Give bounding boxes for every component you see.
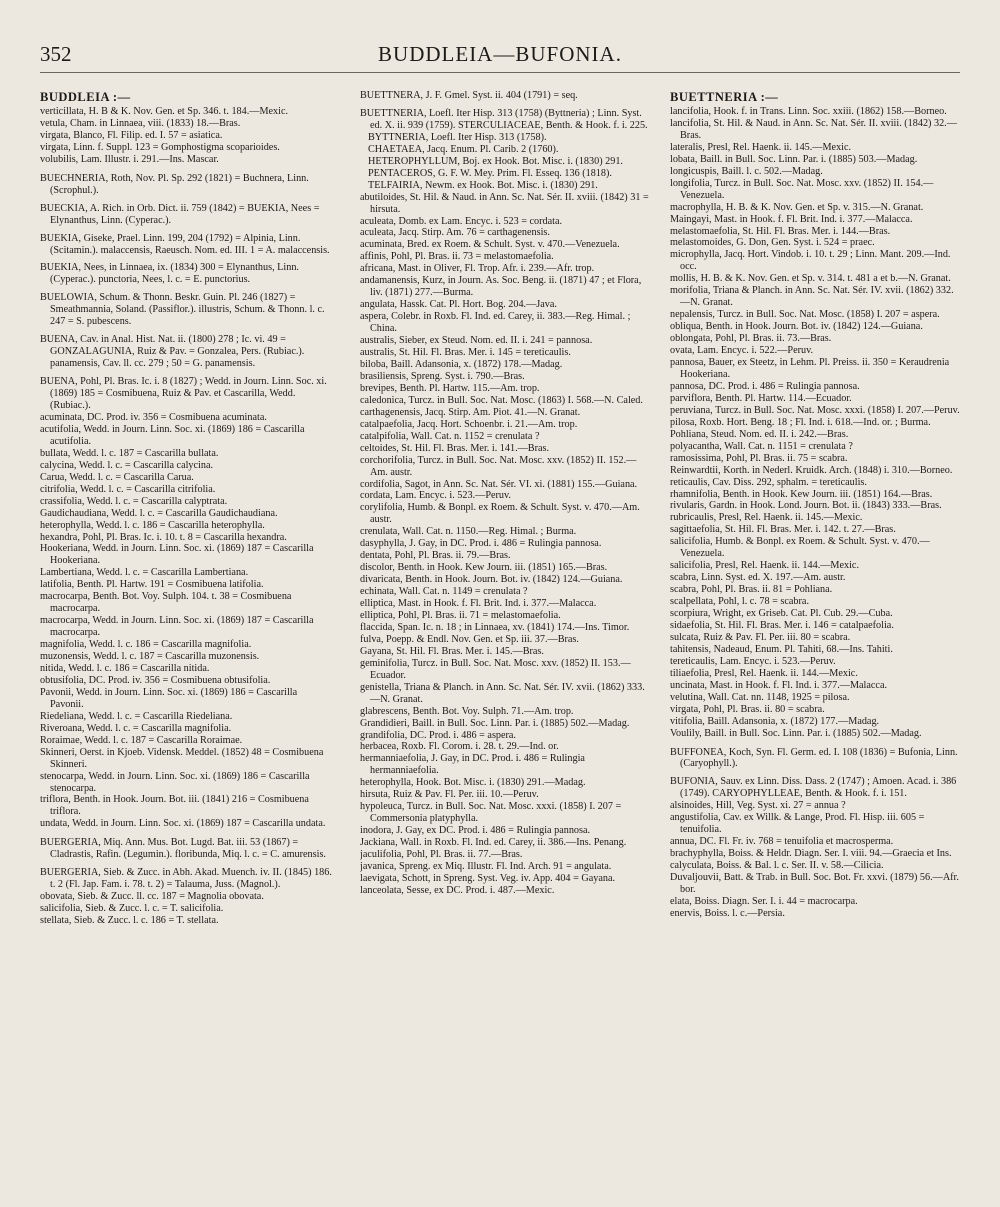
index-entry: muzonensis, Wedd. l. c. 187 = Cascarilla muzonensis. — [40, 651, 260, 663]
index-entry: affinis, Pohl, Pl. Bras. ii. 73 = melastomaefolia. — [360, 251, 554, 263]
index-entry: hypoleuca, Turcz. in Bull. Soc. Nat. Mosc. xxxi. (1858) I. 207 = Commersonia platyphylla. — [360, 801, 622, 825]
index-entry: salicifolia, Humb. & Bonpl. ex Roem. & Schult. Syst. v. 470.—Venezuela. — [670, 536, 930, 560]
index-entry: velutina, Wall. Cat. nn. 1148, 1925 = pilosa. — [670, 691, 850, 703]
index-entry: calycina, Wedd. l. c. = Cascarilla calycina. — [40, 459, 214, 471]
index-entry: glabrescens, Benth. Bot. Voy. Sulph. 71.—Am. trop. — [360, 705, 574, 717]
index-entry: angulata, Hassk. Cat. Pl. Hort. Bog. 204.—Java. — [360, 299, 557, 311]
index-entry: catalpaefolia, Jacq. Hort. Schoenbr. i. 21.—Am. trop. — [360, 418, 578, 430]
index-entry: Pavonii, Wedd. in Journ. Linn. Soc. xi. (1869) 186 = Cascarilla Pavonii. — [40, 686, 298, 710]
index-entry: longifolia, Turcz. in Bull. Soc. Nat. Mosc. xxv. (1852) II. 154.—Venezuela. — [670, 177, 934, 201]
index-entry: genistella, Triana & Planch. in Ann. Sc. Nat. Sér. IV. xvii. (1862) 333.—N. Granat. — [360, 681, 645, 705]
index-entry: nitida, Wedd. l. c. 186 = Cascarilla nitida. — [40, 662, 210, 674]
index-entry: enervis, Boiss. l. c.—Persia. — [670, 907, 785, 919]
index-entry: Grandidieri, Baill. in Bull. Soc. Linn. Par. i. (1885) 502.—Madag. — [360, 717, 630, 729]
index-entry: microphylla, Jacq. Hort. Vindob. i. 10. t. 29 ; Linn. Mant. 209.—Ind. occ. — [670, 249, 951, 273]
index-entry: elliptica, Pohl, Pl. Bras. ii. 71 = melastomaefolia. — [360, 609, 561, 621]
index-entry: mollis, H. B. & K. Nov. Gen. et Sp. v. 314. t. 481 a et b.—N. Granat. — [670, 273, 951, 285]
index-entry: corylifolia, Humb. & Bonpl. ex Roem. & Schult. Syst. v. 470.—Am. austr. — [360, 502, 640, 526]
index-entry: macrophylla, H. B. & K. Nov. Gen. et Sp. v. 315.—N. Granat. — [670, 201, 924, 213]
index-entry: Hookeriana, Wedd. in Journ. Linn. Soc. xi. (1869) 187 = Cascarilla Hookeriana. — [40, 543, 314, 567]
index-entry: inodora, J. Gay, ex DC. Prod. i. 486 = Rulingia pannosa. — [360, 825, 591, 837]
index-entry: BUETTNERA, J. F. Gmel. Syst. ii. 404 (1791) = seq. — [360, 90, 578, 101]
index-entry: BUFFONEA, Koch, Syn. Fl. Germ. ed. I. 108 (1836) = Bufonia, Linn. (Caryophyll.). — [670, 746, 958, 770]
index-entry: tiliaefolia, Presl, Rel. Haenk. ii. 144.—Mexic. — [670, 667, 858, 679]
column-right — [670, 90, 962, 1195]
index-entry: Skinneri, Oerst. in Kjoeb. Vidensk. Meddel. (1852) 48 = Cosmibuena Skinneri. — [40, 746, 324, 770]
index-entry: hirsuta, Ruiz & Pav. Fl. Per. iii. 10.—Peruv. — [360, 789, 539, 801]
index-entry: pannosa, DC. Prod. i. 486 = Rulingia pannosa. — [670, 380, 860, 392]
index-entry: virgata, Blanco, Fl. Filip. ed. I. 57 = asiatica. — [40, 129, 223, 141]
index-entry: bullata, Wedd. l. c. 187 = Cascarilla bullata. — [40, 447, 219, 459]
index-entry: sagittaefolia, St. Hil. Fl. Bras. Mer. i. 142. t. 27.—Bras. — [670, 524, 896, 536]
index-entry: pannosa, Bauer, ex Steetz, in Lehm. Pl. Preiss. ii. 350 = Keraudrenia Hookeriana. — [670, 357, 950, 380]
index-entry: aculeata, Domb. ex Lam. Encyc. i. 523 = cordata. — [360, 215, 563, 227]
index-entry: obliqua, Benth. in Hook. Journ. Bot. iv. (1842) 124.—Guiana. — [670, 321, 923, 333]
index-entry: HETEROPHYLLUM, Boj. ex Hook. Bot. Misc. i. (1830) 291. — [368, 155, 623, 167]
index-entry: tahitensis, Nadeaud, Enum. Pl. Tahiti, 68.—Ins. Tahiti. — [670, 643, 893, 655]
index-entry: rhamnifolia, Benth. in Hook. Kew Journ. iii. (1851) 164.—Bras. — [670, 488, 933, 500]
index-entry: calyculata, Boiss. & Bal. l. c. Ser. II. v. 58.—Cilicia. — [670, 860, 884, 872]
index-entry: BYTTNERIA, Loefl. Iter Hisp. 313 (1758). — [368, 131, 547, 143]
index-entry: rubricaulis, Presl, Rel. Haenk. ii. 145.—Mexic. — [670, 512, 863, 524]
index-entry: acuminata, Bred. ex Roem. & Schult. Syst. v. 470.—Venezuela. — [360, 239, 620, 251]
index-entry: morifolia, Triana & Planch. in Ann. Sc. Nat. Sér. IV. xvii. (1862) 332.—N. Granat. — [670, 285, 954, 309]
index-entry: discolor, Benth. in Hook. Kew Journ. iii. (1851) 165.—Bras. — [360, 562, 608, 574]
index-entry: Lambertiana, Wedd. l. c. = Cascarilla Lambertiana. — [40, 567, 249, 579]
index-entry: brasiliensis, Spreng. Syst. i. 790.—Bras. — [360, 370, 525, 382]
genus-heading: BUETTNERIA :— — [670, 90, 779, 104]
index-entry: oblongata, Pohl, Pl. Bras. ii. 73.—Bras. — [670, 333, 832, 345]
index-entry: Jackiana, Wall. in Roxb. Fl. Ind. ed. Carey, ii. 386.—Ins. Penang. — [360, 837, 627, 849]
index-entry: BUELOWIA, Schum. & Thonn. Beskr. Guin. Pl. 246 (1827) = Smeathmannia, Soland. (Passiflor.). illustris, Schum. & Thonn. l. c. 247 = S. pubescens. — [40, 292, 325, 328]
index-entry: reticaulis, Cav. Diss. 292, sphalm. = tereticaulis. — [670, 476, 867, 488]
index-entry: cordata, Lam. Encyc. i. 523.—Peruv. — [360, 490, 511, 502]
index-entry: Riveroana, Wedd. l. c. = Cascarilla magnifolia. — [40, 722, 232, 734]
index-entry: dasyphylla, J. Gay, in DC. Prod. i. 486 = Rulingia pannosa. — [360, 538, 602, 550]
index-entry: BUECHNERIA, Roth, Nov. Pl. Sp. 292 (1821) = Buchnera, Linn. (Scrophul.). — [40, 172, 309, 196]
index-entry: lobata, Baill. in Bull. Soc. Linn. Par. i. (1885) 503.—Madag. — [670, 153, 918, 165]
column-left — [40, 90, 332, 1195]
index-entry: brachyphylla, Boiss. & Heldr. Diagn. Ser. I. viii. 94.—Graecia et Ins. — [670, 848, 952, 860]
index-entry: sulcata, Ruiz & Pav. Fl. Per. iii. 80 = scabra. — [670, 631, 851, 643]
index-entry: citrifolia, Wedd. l. c. = Cascarilla citrifolia. — [40, 483, 216, 495]
index-entry: Duvaljouvii, Batt. & Trab. in Bull. Soc. Bot. Fr. xxvi. (1879) 56.—Afr. bor. — [670, 872, 959, 895]
index-entry: Carua, Wedd. l. c. = Cascarilla Carua. — [40, 471, 194, 483]
index-entry: TELFAIRIA, Newm. ex Hook. Bot. Misc. i. (1830) 291. — [368, 179, 598, 191]
index-entry: divaricata, Benth. in Hook. Journ. Bot. iv. (1842) 124.—Guiana. — [360, 574, 623, 586]
index-entry: Reinwardtii, Korth. in Nederl. Kruidk. Arch. (1848) i. 310.—Borneo. — [670, 464, 953, 476]
index-entry: BUERGERIA, Sieb. & Zucc. in Abh. Akad. Muench. iv. II. (1845) 186. t. 2 (Fl. Jap. Fam. i. 78. t. 2) = Talauma, Juss. (Magnol.). — [40, 867, 332, 891]
index-entry: hexandra, Pohl, Pl. Bras. Ic. i. 10. t. 8 = Cascarilla hexandra. — [40, 531, 287, 543]
index-entry: angustifolia, Cav. ex Willk. & Lange, Prod. Fl. Hisp. iii. 605 = tenuifolia. — [670, 812, 925, 836]
index-entry: BUENA, Pohl, Pl. Bras. Ic. i. 8 (1827) ; Wedd. in Journ. Linn. Soc. xi. (1869) 185 = Cosmibuena, Ruiz & Pav. et Cascarilla, Wedd. (Rubiac.). — [40, 376, 327, 412]
index-entry: scalpellata, Pohl, l. c. 78 = scabra. — [670, 596, 809, 608]
index-entry: cordifolia, Sagot, in Ann. Sc. Nat. Sér. VI. xi. (1881) 155.—Guiana. — [360, 478, 638, 490]
index-entry: virgata, Pohl, Pl. Bras. ii. 80 = scabra. — [670, 703, 825, 715]
index-entry: heterophylla, Wedd. l. c. 186 = Cascarilla heterophylla. — [40, 519, 265, 531]
index-entry: nepalensis, Turcz. in Bull. Soc. Nat. Mosc. (1858) I. 207 = aspera. — [670, 309, 940, 321]
index-entry: melastomaefolia, St. Hil. Fl. Bras. Mer. i. 144.—Bras. — [670, 225, 891, 237]
index-entry: BUEKIA, Giseke, Prael. Linn. 199, 204 (1792) = Alpinia, Linn. (Scitamin.). malaccensis, Raeusch. Nom. ed. III. 1 = A. malaccensis. — [40, 232, 330, 256]
index-entry: uncinata, Mast. in Hook. f. Fl. Ind. i. 377.—Malacca. — [670, 679, 888, 691]
index-entry: magnifolia, Wedd. l. c. 186 = Cascarilla magnifolia. — [40, 639, 252, 651]
index-entry: BUECKIA, A. Rich. in Orb. Dict. ii. 759 (1842) = BUEKIA, Nees = Elynanthus, Linn. (Cyperac.). — [40, 202, 320, 226]
index-entry: catalpifolia, Wall. Cat. n. 1152 = crenulata ? — [360, 430, 540, 442]
index-entry: BUETTNERIA, Loefl. Iter Hisp. 313 (1758) (Byttneria) ; Linn. Syst. ed. X. ii. 939 (1759). STERCULIACEAE, Benth. & Hook. f. i. 225. — [360, 107, 648, 131]
index-entry: flaccida, Span. Ic. n. 18 ; in Linnaea, xv. (1841) 174.—Ins. Timor. — [360, 621, 630, 633]
index-entry: virgata, Linn. f. Suppl. 123 = Gomphostigma scoparioides. — [40, 141, 280, 153]
index-entry: acuminata, DC. Prod. iv. 356 = Cosmibuena acuminata. — [40, 411, 267, 423]
index-entry: aspera, Colebr. in Roxb. Fl. Ind. ed. Carey, ii. 383.—Reg. Himal. ; China. — [360, 311, 631, 335]
index-entry: lanceolata, Sesse, ex DC. Prod. i. 487.—Mexic. — [360, 884, 555, 896]
running-head: BUDDLEIA—BUFONIA. — [378, 42, 622, 66]
index-entry: Gaudichaudiana, Wedd. l. c. = Cascarilla Gaudichaudiana. — [40, 507, 278, 519]
index-entry: elata, Boiss. Diagn. Ser. I. i. 44 = macrocarpa. — [670, 895, 858, 907]
index-entry: fulva, Poepp. & Endl. Nov. Gen. et Sp. iii. 37.—Bras. — [360, 633, 579, 645]
index-entry: Maingayi, Mast. in Hook. f. Fl. Brit. Ind. i. 377.—Malacca. — [670, 213, 913, 225]
index-entry: vitifolia, Baill. Adansonia, x. (1872) 177.—Madag. — [670, 715, 880, 727]
genus-heading: BUDDLEIA :— — [40, 90, 131, 104]
index-entry: sidaefolia, St. Hil. Fl. Bras. Mer. i. 146 = catalpaefolia. — [670, 619, 894, 631]
index-entry: undata, Wedd. in Journ. Linn. Soc. xi. (1869) 187 = Cascarilla undata. — [40, 818, 326, 830]
index-entry: celtoides, St. Hil. Fl. Bras. Mer. i. 141.—Bras. — [360, 442, 550, 454]
index-entry: stenocarpa, Wedd. in Journ. Linn. Soc. xi. (1869) 186 = Cascarilla stenocarpa. — [40, 770, 310, 794]
index-entry: biloba, Baill. Adansonia, x. (1872) 178.—Madag. — [360, 358, 563, 370]
index-entry: BUFONIA, Sauv. ex Linn. Diss. Dass. 2 (1747) ; Amoen. Acad. i. 386 (1749). CARYOPHYLLEAE, Benth. & Hook. f. i. 151. — [670, 776, 957, 800]
index-entry: scabra, Pohl, Pl. Bras. ii. 81 = Pohliana. — [670, 584, 833, 596]
index-entry: triflora, Benth. in Hook. Journ. Bot. iii. (1841) 216 = Cosmibuena triflora. — [40, 794, 309, 818]
index-entry: lancifolia, St. Hil. & Naud. in Ann. Sc. Nat. Sér. II. xviii. (1842) 32.—Bras. — [670, 117, 957, 141]
index-entry: PENTACEROS, G. F. W. Mey. Prim. Fl. Esseq. 136 (1818). — [368, 167, 612, 179]
index-entry: rivularis, Gardn. in Hook. Lond. Journ. Bot. ii. (1843) 333.—Bras. — [670, 500, 942, 512]
index-entry: pilosa, Roxb. Hort. Beng. 18 ; Fl. Ind. i. 618.—Ind. or. ; Burma. — [670, 416, 931, 428]
index-entry: macrocarpa, Wedd. in Journ. Linn. Soc. xi. (1869) 187 = Cascarilla macrocarpa. — [40, 615, 314, 639]
index-entry: latifolia, Benth. Pl. Hartw. 191 = Cosmibuena latifolia. — [40, 579, 264, 591]
index-entry: alsinoides, Hill, Veg. Syst. xi. 27 = annua ? — [670, 800, 846, 812]
index-entry: geminifolia, Turcz. in Bull. Soc. Nat. Mosc. xxv. (1852) II. 153.—Ecuador. — [360, 657, 631, 681]
index-entry: salicifolia, Presl, Rel. Haenk. ii. 144.—Mexic. — [670, 560, 859, 572]
index-entry: stellata, Sieb. & Zucc. l. c. 186 = T. stellata. — [40, 915, 219, 927]
index-entry: Gayana, St. Hil. Fl. Bras. Mer. i. 145.—Bras. — [360, 645, 544, 657]
index-entry: Pohliana, Steud. Nom. ed. II. i. 242.—Bras. — [670, 428, 849, 440]
index-entry: jaculifolia, Pohl, Pl. Bras. ii. 77.—Bras. — [360, 849, 523, 861]
page-number: 352 — [40, 42, 72, 66]
index-entry: dentata, Pohl, Pl. Bras. ii. 79.—Bras. — [360, 550, 511, 562]
index-entry: longicuspis, Baill. l. c. 502.—Madag. — [670, 165, 823, 177]
index-entry: verticillata, H. B & K. Nov. Gen. et Sp. 346. t. 184.—Mexic. — [40, 106, 289, 117]
index-entry: Riedeliana, Wedd. l. c. = Cascarilla Riedeliana. — [40, 710, 233, 722]
index-entry: caledonica, Turcz. in Bull. Soc. Nat. Mosc. (1863) I. 568.—N. Caled. — [360, 394, 643, 406]
index-entry: annua, DC. Fl. Fr. iv. 768 = tenuifolia et macrosperma. — [670, 836, 894, 848]
index-entry: Roraimae, Wedd. l. c. 187 = Cascarilla Roraimae. — [40, 734, 243, 746]
column-middle — [360, 90, 652, 1195]
index-entry: melastomoides, G. Don, Gen. Syst. i. 524 = praec. — [670, 237, 875, 249]
index-entry: obtusifolia, DC. Prod. iv. 356 = Cosmibuena obtusifolia. — [40, 674, 271, 686]
index-entry: volubilis, Lam. Illustr. i. 291.—Ins. Mascar. — [40, 153, 219, 165]
index-entry: elliptica, Mast. in Hook. f. Fl. Brit. Ind. i. 377.—Malacca. — [360, 598, 597, 610]
index-entry: ramosissima, Pohl, Pl. Bras. ii. 75 = scabra. — [670, 452, 848, 464]
index-entry: aculeata, Jacq. Stirp. Am. 76 = carthagenensis. — [360, 227, 550, 239]
index-entry: australis, St. Hil. Fl. Bras. Mer. i. 145 = tereticaulis. — [360, 347, 571, 359]
index-entry: BUENA, Cav. in Anal. Hist. Nat. ii. (1800) 278 ; Ic. vi. 49 = GONZALAGUNIA, Ruiz & Pav. = Gonzalea, Pers. (Rubiac.). panamensis, Cav. ll. cc. 279 ; 50 = G. panamensis. — [40, 334, 305, 370]
index-entry: carthagenensis, Jacq. Stirp. Am. Piot. 41.—N. Granat. — [360, 406, 581, 418]
index-entry: brevipes, Benth. Pl. Hartw. 115.—Am. trop. — [360, 382, 540, 394]
index-entry: acutifolia, Wedd. in Journ. Linn. Soc. xi. (1869) 186 = Cascarilla acutifolia. — [40, 423, 305, 447]
index-entry: herbacea, Roxb. Fl. Corom. i. 28. t. 29.—Ind. or. — [360, 741, 559, 753]
index-entry: corchorifolia, Turcz. in Bull. Soc. Nat. Mosc. xxv. (1852) II. 152.—Am. austr. — [360, 454, 637, 478]
index-entry: laevigata, Schott, in Spreng. Syst. Veg. iv. App. 404 = Gayana. — [360, 872, 616, 884]
index-entry: polyacantha, Wall. Cat. n. 1151 = crenulata ? — [670, 440, 853, 452]
index-entry: lancifolia, Hook. f. in Trans. Linn. Soc. xxiii. (1862) 158.—Borneo. — [670, 106, 947, 117]
page-header — [40, 42, 960, 73]
index-entry: tereticaulis, Lam. Encyc. i. 523.—Peruv. — [670, 655, 836, 667]
index-entry: lateralis, Presl, Rel. Haenk. ii. 145.—Mexic. — [670, 141, 852, 153]
text-columns — [40, 90, 980, 1195]
index-entry: scabra, Linn. Syst. ed. X. 197.—Am. austr. — [670, 572, 846, 584]
index-entry: CHAETAEA, Jacq. Enum. Pl. Carib. 2 (1760). — [368, 143, 559, 155]
index-entry: andamanensis, Kurz, in Journ. As. Soc. Beng. ii. (1871) 47 ; et Flora, liv. (1871) 277.—Burma. — [360, 275, 642, 299]
index-entry: BUERGERIA, Miq. Ann. Mus. Bot. Lugd. Bat. iii. 53 (1867) = Cladrastis, Rafin. (Legumin.). floribunda, Miq. l. c. = C. amurensis. — [40, 837, 326, 861]
index-entry: echinata, Wall. Cat. n. 1149 = crenulata ? — [360, 586, 528, 598]
index-entry: BUEKIA, Nees, in Linnaea, ix. (1834) 300 = Elynanthus, Linn. (Cyperac.). punctoria, Nees, l. c. = E. punctorius. — [40, 262, 299, 286]
index-entry: hermanniaefolia, J. Gay, in DC. Prod. i. 486 = Rulingia hermanniaefolia. — [360, 753, 585, 777]
index-entry: grandifolia, DC. Prod. i. 486 = aspera. — [360, 729, 516, 741]
index-entry: crassifolia, Wedd. l. c. = Cascarilla calyptrata. — [40, 495, 228, 507]
index-entry: Voulily, Baill. in Bull. Soc. Linn. Par. i. (1885) 502.—Madag. — [670, 727, 922, 739]
index-entry: obovata, Sieb. & Zucc. ll. cc. 187 = Magnolia obovata. — [40, 891, 264, 903]
index-entry: australis, Sieber, ex Steud. Nom. ed. II. i. 241 = pannosa. — [360, 335, 593, 347]
index-entry: africana, Mast. in Oliver, Fl. Trop. Afr. i. 239.—Afr. trop. — [360, 263, 595, 275]
index-entry: javanica, Spreng. ex Miq. Illustr. Fl. Ind. Arch. 91 = angulata. — [360, 861, 612, 872]
index-entry: ovata, Lam. Encyc. i. 522.—Peruv. — [670, 345, 814, 357]
index-entry: peruviana, Turcz. in Bull. Soc. Nat. Mosc. xxxi. (1858) I. 207.—Peruv. — [670, 404, 960, 416]
index-entry: heterophylla, Hook. Bot. Misc. i. (1830) 291.—Madag. — [360, 777, 586, 789]
index-entry: abutiloides, St. Hil. & Naud. in Ann. Sc. Nat. Sér. II. xviii. (1842) 31 = hirsuta. — [360, 191, 649, 215]
index-entry: parviflora, Benth. Pl. Hartw. 114.—Ecuador. — [670, 392, 852, 404]
index-entry: macrocarpa, Benth. Bot. Voy. Sulph. 104. t. 38 = Cosmibuena macrocarpa. — [40, 591, 292, 615]
index-entry: scorpiura, Wright, ex Griseb. Cat. Pl. Cub. 29.—Cuba. — [670, 608, 893, 620]
index-entry: crenulata, Wall. Cat. n. 1150.—Reg. Himal. ; Burma. — [360, 526, 577, 538]
index-entry: vetula, Cham. in Linnaea, viii. (1833) 18.—Bras. — [40, 117, 241, 129]
index-entry: salicifolia, Sieb. & Zucc. l. c. = T. salicifolia. — [40, 903, 224, 915]
